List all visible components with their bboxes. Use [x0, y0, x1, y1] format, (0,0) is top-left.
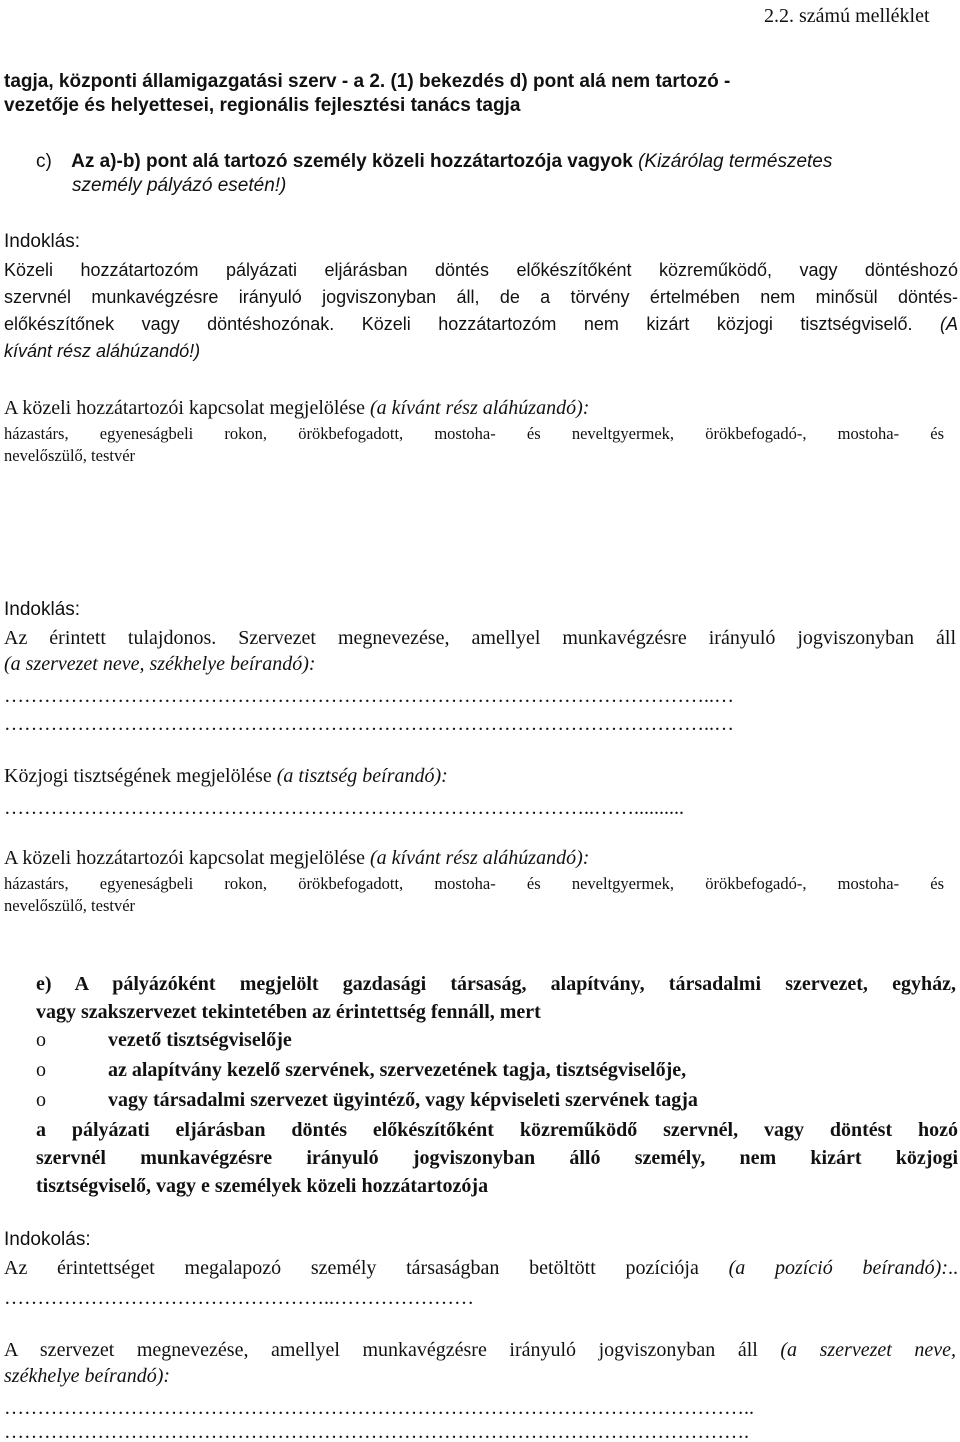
section3-blank-2[interactable]: …………………………………………………………………………………………………..	[4, 1398, 754, 1418]
point-c-note-2: személy pályázó esetén!)	[72, 175, 287, 196]
section1-line-1: Közeli hozzátartozóm pályázati eljárásban döntés előkészítőként közreműködő, vagy döntéshozó	[4, 260, 958, 280]
section3-line-2-text: A szervezet megnevezése, amellyel munkavégzésre irányuló jogviszonyban áll	[4, 1339, 758, 1361]
section2-line-1: Az érintett tulajdonos. Szervezet megnevezése, amellyel munkavégzésre irányuló jogviszonyban áll	[4, 627, 956, 649]
point-e-line-2: vagy szakszervezet tekintetében az érintettség fennáll, mert	[36, 1001, 541, 1023]
section2-blank-1[interactable]: ……………………………………………………………………………………………..…	[4, 686, 734, 706]
section2-relation	[4, 846, 589, 870]
point-e-line-1: e) A pályázóként megjelölt gazdasági társaság, alapítvány, társadalmi szervezet, egyház,	[36, 973, 956, 995]
section2-relation-label: A közeli hozzátartozói kapcsolat megjelölése	[4, 847, 365, 869]
section1-heading: Indoklás:	[4, 231, 81, 252]
point-e-closing-1: a pályázati eljárásban döntés előkészítőként közreműködő szervnél, vagy döntést hozó	[36, 1119, 958, 1141]
section2-options-line-1: házastárs, egyeneságbeli rokon, örökbefogadott, mostoha- és neveltgyermek, örökbefogadó-, mostoha- és	[4, 874, 944, 893]
section2-relation-note: (a kívánt rész aláhúzandó):	[369, 847, 590, 869]
bullet-text: vagy társadalmi szervezet ügyintéző, vagy képviseleti szervének tagja	[108, 1089, 698, 1111]
section1-relation-note: (a kívánt rész aláhúzandó):	[369, 397, 590, 419]
point-e-closing-3: tisztségviselő, vagy e személyek közeli hozzátartozója	[36, 1175, 489, 1197]
bullet-marker: o	[36, 1059, 46, 1081]
point-e-bullet-2	[36, 1058, 686, 1082]
section1-line-4: kívánt rész aláhúzandó!)	[4, 341, 201, 361]
section3-line-1	[4, 1256, 958, 1280]
section1-line-3-note: (A	[939, 314, 958, 334]
point-e-closing-2: szervnél munkavégzésre irányuló jogviszonyban álló személy, nem kizárt közjogi	[36, 1147, 958, 1169]
section2-office-note: (a tisztség beírandó):	[276, 765, 448, 787]
section2-office-label: Közjogi tisztségének megjelölése	[4, 765, 272, 787]
point-c-note: (Kizárólag természetes	[638, 151, 833, 172]
point-e-bullet-1	[36, 1028, 292, 1052]
section3-line-2-note: (a szervezet neve,	[780, 1339, 957, 1361]
point-c-label: c)	[36, 151, 52, 172]
section2-line-2: (a szervezet neve, székhelye beírandó):	[4, 653, 316, 675]
section3-line-1-note: (a pozíció beírandó):	[728, 1257, 948, 1279]
bullet-marker: o	[36, 1089, 46, 1111]
section1-options-line-2: nevelőszülő, testvér	[4, 446, 136, 465]
point-c	[36, 150, 832, 174]
point-c-text: Az a)-b) pont alá tartozó személy közeli hozzátartozója vagyok	[71, 151, 633, 172]
bullet-text: vezető tisztségviselője	[108, 1029, 292, 1051]
section3-line-1-text: Az érintettséget megalapozó személy társaságban betöltött pozíciója	[4, 1257, 699, 1279]
section1-line-2: szervnél munkavégzésre irányuló jogviszonyban áll, de a törvény értelmében nem minősül döntés-	[4, 287, 958, 307]
section3-line-3: székhelye beírandó):	[4, 1365, 171, 1387]
section3-heading: Indokolás:	[4, 1229, 91, 1250]
section1-options-line-1: házastárs, egyeneságbeli rokon, örökbefogadott, mostoha- és neveltgyermek, örökbefogadó-, mostoha- és	[4, 424, 944, 443]
section2-options-line-2: nevelőszülő, testvér	[4, 896, 136, 915]
section2-office	[4, 764, 448, 788]
intro-line-2: vezetője és helyettesei, regionális fejlesztési tanács tagja	[4, 95, 521, 116]
section3-blank-1[interactable]: …………………………………………..…………………	[4, 1288, 474, 1308]
section2-blank-2[interactable]: ……………………………………………………………………………………………..…	[4, 714, 734, 734]
section1-line-3	[4, 312, 958, 336]
intro-line-1: tagja, központi államigazgatási szerv - a 2. (1) bekezdés d) pont alá nem tartozó -	[4, 71, 731, 92]
point-e-bullet-3	[36, 1088, 698, 1112]
section1-line-3-text: előkészítőnek vagy döntéshozónak. Közeli hozzátartozóm nem kizárt közjogi tisztségviselő.	[4, 314, 913, 334]
section1-relation	[4, 396, 589, 420]
section2-heading: Indoklás:	[4, 599, 81, 620]
section3-blank-3[interactable]: ………………………………………………………………………………………………….	[4, 1422, 749, 1442]
section3-line-1-tail: ..	[948, 1257, 958, 1279]
bullet-text: az alapítvány kezelő szervének, szervezetének tagja, tisztségviselője,	[108, 1059, 687, 1081]
section3-line-2	[4, 1338, 956, 1362]
bullet-marker: o	[36, 1029, 46, 1051]
section1-relation-label: A közeli hozzátartozói kapcsolat megjelölése	[4, 397, 365, 419]
annex-label: 2.2. számú melléklet	[764, 5, 930, 27]
section2-blank-3[interactable]: ……………………………………………………………………………..……..........	[4, 798, 684, 818]
